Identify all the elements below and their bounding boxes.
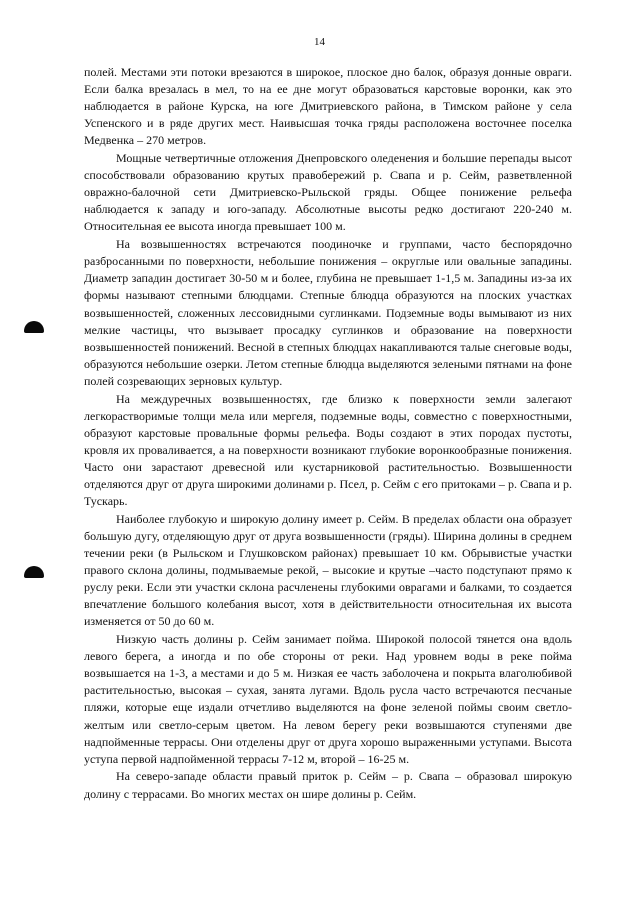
- paragraph-5: Наиболее глубокую и широкую долину имеет р. Сейм. В пределах области она образует большую дугу, отделяющую друг от друга возвышенности (гряды). Ширина долины в среднем течении реки (в Рыльском и Глушковском районах) превышает 10 км. Обрывистые участки правого склона долины, подмываемые рекой, – высокие и крутые –часто подступают прямо к руслу реки. Если эти участки склона расчленены глубокими оврагами и балками, то создается впечатление большого колебания высот, хотя в действительности относительная их высота изменяется от 50 до 60 м.: [84, 511, 572, 629]
- page-number: 14: [314, 36, 325, 48]
- paragraph-6: Низкую часть долины р. Сейм занимает пойма. Широкой полосой тянется она вдоль левого берега, а иногда и по обе стороны от реки. Над уровнем воды в реке пойма возвышается на 1-3, а местами и до 5 м. Низкая ее часть заболочена и покрыта влаголюбивой растительностью, высокая – сухая, занята лугами. Вдоль русла часто встречаются песчаные пляжи, которые еще издали отчетливо выделяются на фоне зеленой поймы своим светло-желтым или светло-серым цветом. На левом берегу реки возвышаются ступенями две надпойменные террасы. Они отделены друг от друга хорошо выраженными уступами. Высота уступа первой надпойменной террасы 7-12 м, второй – 16-25 м.: [84, 632, 572, 766]
- paragraph-1: полей. Местами эти потоки врезаются в широкое, плоское дно балок, образуя донные овраги. Если балка врезалась в мел, то на ее дне могут образоваться карстовые воронки, как это наблюдается в районе Курска, на юге Дмитриевского района, в Тимском районе у села Успенского и в ряде других мест. Наивысшая точка гряды расположена восточнее поселка Медвенка – 270 метров.: [84, 65, 572, 148]
- paragraph-3: На возвышенностях встречаются поодиночке и группами, часто беспорядочно разбросанными по поверхности, небольшие понижения – округлые или овальные западины. Диаметр западин достигает 30-50 м и более, глубина не превышает 1-1,5 м. Западины из-за их формы называют степными блюдцами. Степные блюдца образуются на плоских участках возвышенностей, сложенных лессовидными суглинками. Подземные воды вымывают из них мелкие частицы, что вызывает просадку суглинков и образование на поверхности возвышенностей понижений. Весной в степных блюдцах накапливаются талые снеговые воды, образуются небольшие озерки. Летом степные блюдца выделяются зелеными пятнами на фоне полей созревающих зерновых культур.: [84, 237, 572, 388]
- binder-hole-top: [24, 321, 44, 333]
- binder-hole-bottom: [24, 566, 44, 578]
- document-body: [84, 64, 572, 803]
- paragraph-4: На междуречных возвышенностях, где близко к поверхности земли залегают легкорастворимые толщи мела или мергеля, подземные воды, совместно с поверхностными, образуют карстовые провальные формы рельефа. Воды создают в этих породах пустоты, кровля их проваливается, а на поверхности возникают глубокие воронкообразные понижения. Часто они зарастают древесной или кустарниковой растительностью. Возвышенности отделяются друг от друга широкими долинами р. Псел, р. Сейм с его притоками – р. Свапа и р. Тускарь.: [84, 391, 572, 509]
- paragraph-7: На северо-западе области правый приток р. Сейм – р. Свапа – образовал широкую долину с террасами. Во многих местах он шире долины р. Сейм.: [84, 769, 572, 801]
- paragraph-2: Мощные четвертичные отложения Днепровского оледенения и большие перепады высот способствовали образованию крутых правобережий р. Свапа и р. Сейм, разветвленной овражно-балочной сети Дмитриевско-Рыльской гряды. Общее понижение рельефа наблюдается к западу и юго-западу. Абсолютные высоты редко достигают 220-240 м. Относительная ее высота иногда превышает 100 м.: [84, 151, 572, 234]
